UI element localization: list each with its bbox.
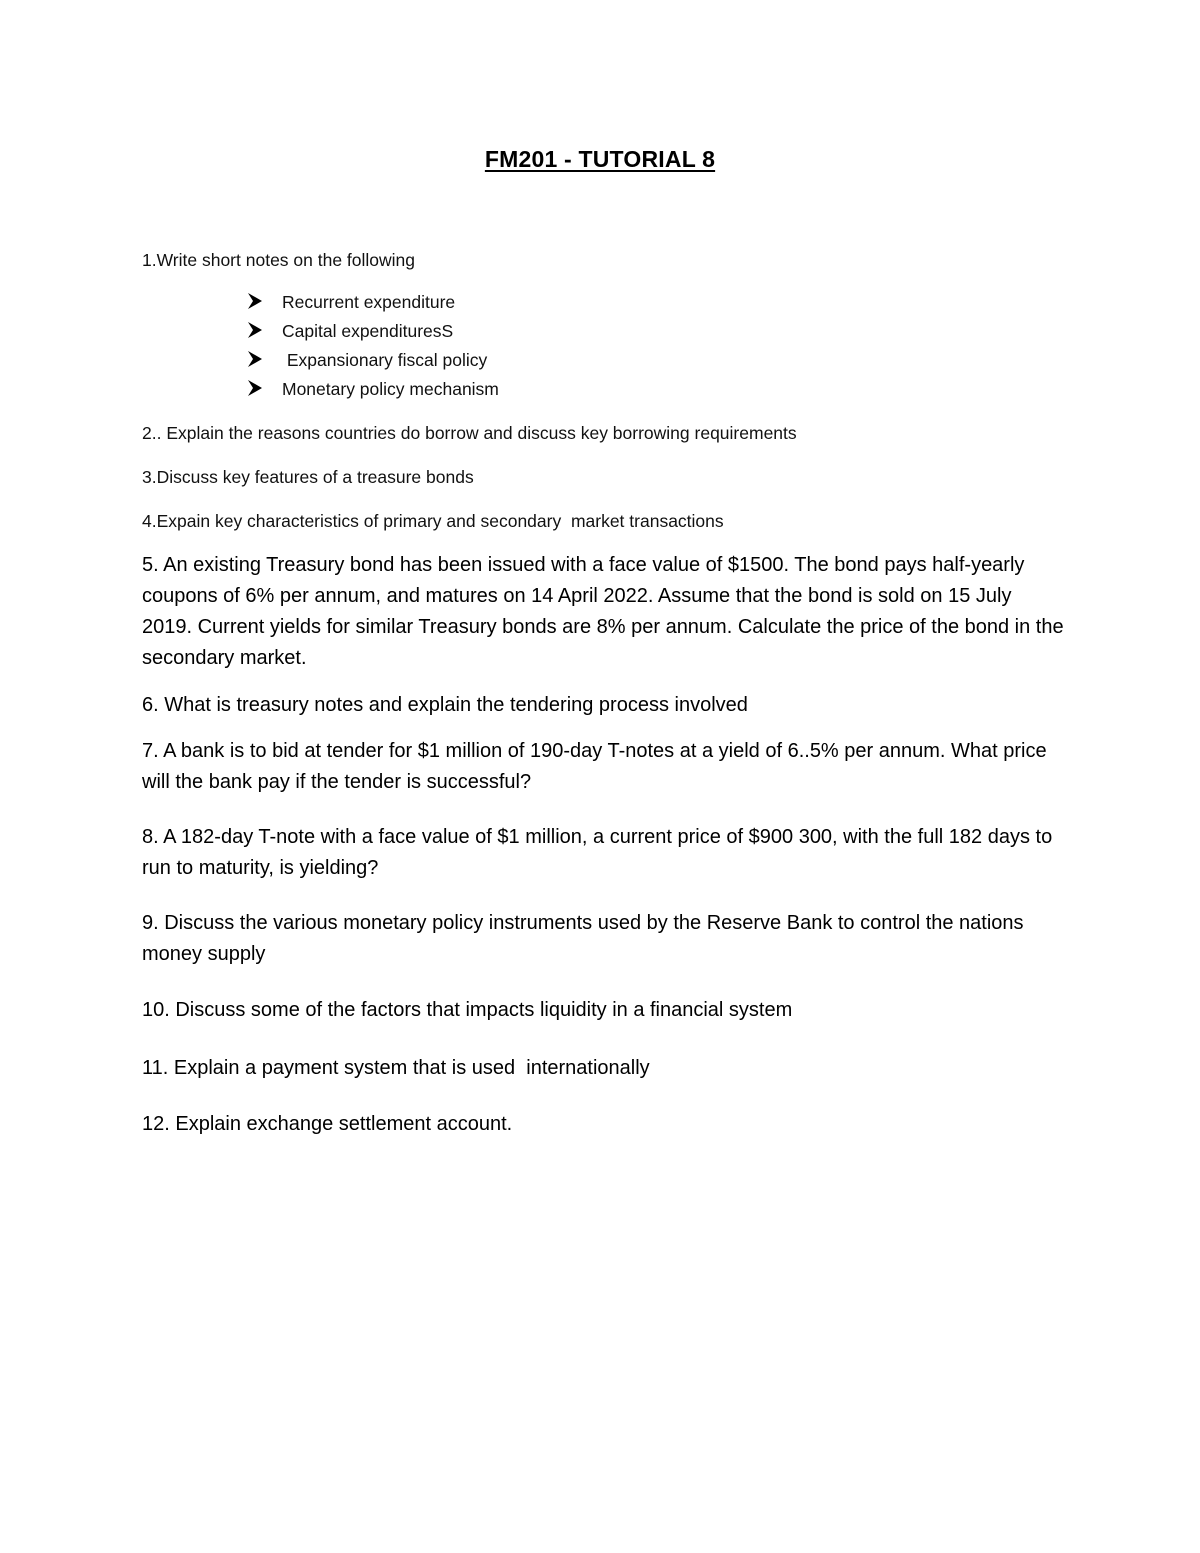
bullet-item-text: Capital expendituresS — [282, 321, 454, 341]
question-10: 10. Discuss some of the factors that impacts liquidity in a financial system — [142, 999, 793, 1021]
bullet-item-text: Monetary policy mechanism — [282, 379, 499, 399]
question-7: 7. A bank is to bid at tender for $1 million of 190-day T-notes at a yield of 6..5% per annum. What price will the bank pay if the tender is successful? — [142, 740, 1047, 793]
question-12: 12. Explain exchange settlement account. — [142, 1113, 513, 1135]
question-2: 2.. Explain the reasons countries do borrow and discuss key borrowing requirements — [142, 423, 797, 443]
arrow-bullet-icon — [248, 380, 262, 396]
arrow-bullet-icon — [248, 322, 262, 338]
bullet-item-text: Recurrent expenditure — [282, 292, 456, 312]
question-6: 6. What is treasury notes and explain the tendering process involved — [142, 694, 748, 716]
question-4: 4.Expain key characteristics of primary and secondary market transactions — [142, 511, 724, 531]
arrow-bullet-icon — [248, 351, 262, 367]
question-3: 3.Discuss key features of a treasure bonds — [142, 467, 474, 487]
question-11: 11. Explain a payment system that is used internationally — [142, 1057, 650, 1079]
question-8: 8. A 182-day T-note with a face value of $1 million, a current price of $900 300, with the full 182 days to run to maturity, is yielding? — [142, 826, 1053, 879]
question-5: 5. An existing Treasury bond has been issued with a face value of $1500. The bond pays half-yearly coupons of 6% per annum, and matures on 14 April 2022. Assume that the bond is sold on 15 July 2019. Current yields for similar Treasury bonds are 8% per annum. Calculate the price of the bond in the secondary market. — [142, 554, 1064, 669]
question-1-prompt: 1.Write short notes on the following — [142, 250, 416, 270]
page-title: FM201 - TUTORIAL 8 — [484, 146, 716, 172]
bullet-item-text: Expansionary fiscal policy — [282, 350, 488, 370]
question-9: 9. Discuss the various monetary policy instruments used by the Reserve Bank to control the nations money supply — [142, 912, 1024, 965]
arrow-bullet-icon — [248, 293, 262, 309]
